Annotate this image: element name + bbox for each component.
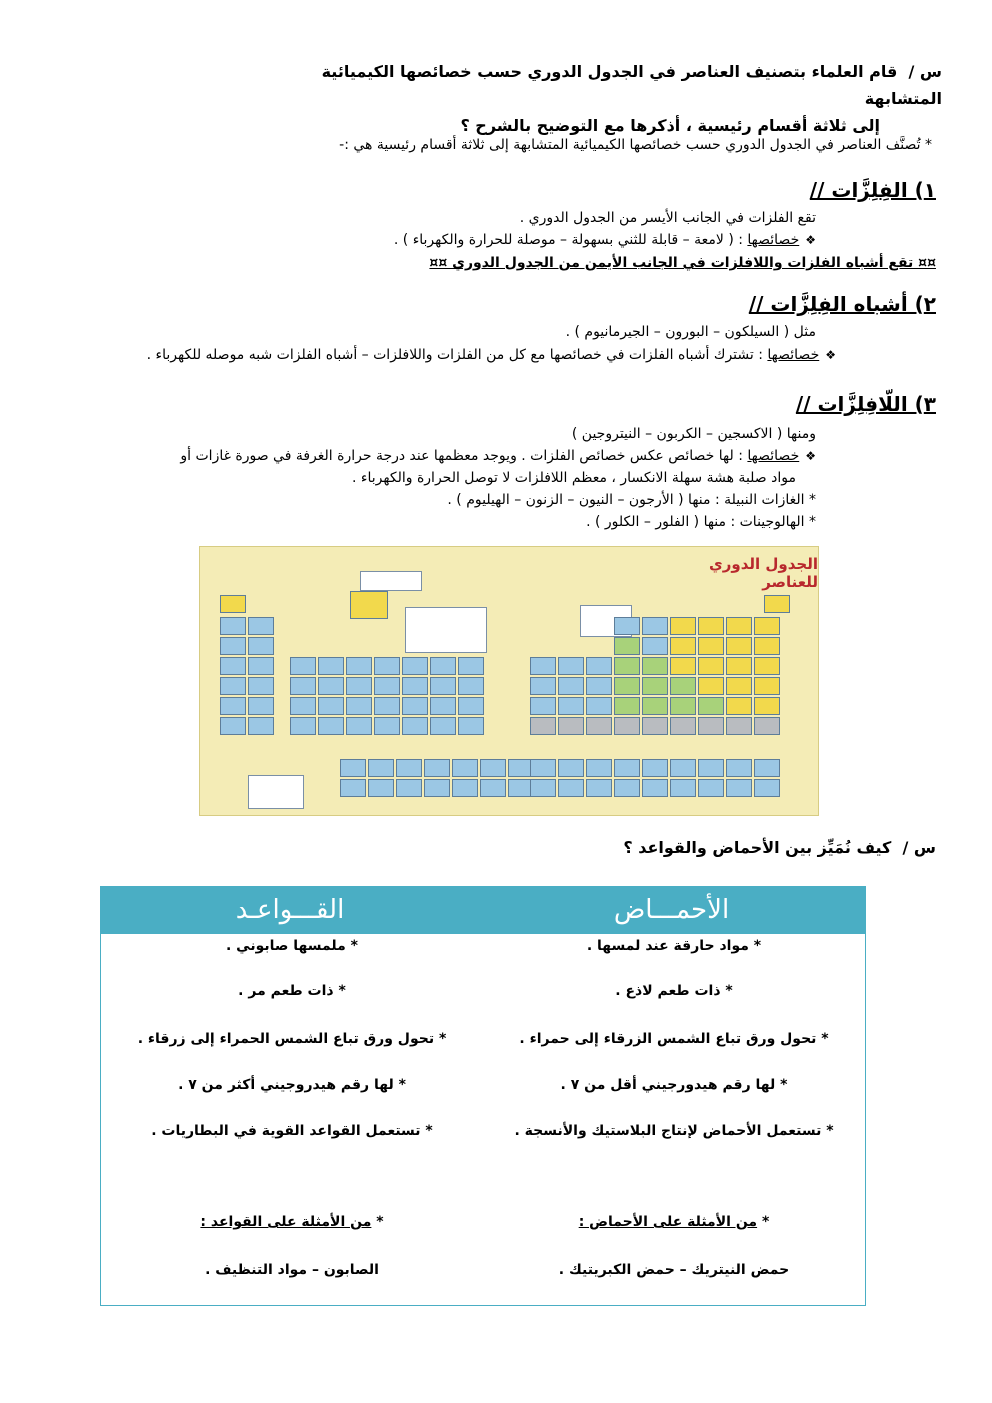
diamond-bullet-icon: ❖ [825,348,836,362]
element-cell [614,617,640,635]
element-cell [558,657,584,675]
element-cell [698,657,724,675]
diamond-bullet-icon: ❖ [805,449,816,463]
acid-property: * ذات طعم لاذع . [615,983,733,999]
noble-gases: * الغازات النبيلة : منها ( الأرجون – النيون – الزنون – الهيليوم ) . [447,492,816,508]
element-cell [458,697,484,715]
element-cell [530,759,556,777]
element-cell [726,697,752,715]
element-cell [726,759,752,777]
element-cell [396,759,422,777]
element-cell [458,677,484,695]
element-cell [346,717,372,735]
question-prefix: س / [908,62,942,81]
element-cell [614,697,640,715]
element-cell [424,779,450,797]
element-cell [642,657,668,675]
element-cell [458,657,484,675]
element-cell [726,637,752,655]
element-cell [698,697,724,715]
element-cell [340,779,366,797]
element-cell [670,697,696,715]
nonmetals-properties: ❖خصائصها : لها خصائص عكس خصائص الفلزات . ويوجد معظمها عند درجة حرارة الغرفة في صورة غازات أو [180,448,816,464]
element-cell [248,617,274,635]
element-cell [698,617,724,635]
periodic-table-image [199,546,819,816]
element-cell [698,637,724,655]
element-cell [396,779,422,797]
element-cell [670,759,696,777]
element-cell [754,717,780,735]
element-cell [558,677,584,695]
metals-text [116,207,816,251]
question-line-1: قام العلماء بتصنيف العناصر في الجدول الدوري حسب خصائصها الكيميائية المتشابهة [321,62,942,108]
element-cell [642,617,668,635]
element-cell [374,677,400,695]
element-cell [248,717,274,735]
element-cell [726,617,752,635]
element-cell [642,779,668,797]
base-property: * ذات طعم مر . [238,983,346,999]
element-cell [726,717,752,735]
element-cell [698,717,724,735]
element-cell [318,677,344,695]
element-cell [318,697,344,715]
element-cell [374,657,400,675]
element-cell [670,637,696,655]
element-cell [614,717,640,735]
acid-examples: حمض النيتريك – حمض الكبريتيك . [558,1262,790,1278]
element-cell [346,657,372,675]
element-cell [614,637,640,655]
element-cell [754,759,780,777]
question-2: س / كيف نُمَيِّز بين الأحماض والقواعد ؟ [623,838,936,857]
acid-property: * تستعمل الأحماض لإنتاج البلاستيك والأنسجة . [514,1123,834,1139]
nonmetals-properties-cont: مواد صلبة هشة سهلة الانكسار ، معظم اللافلزات لا توصل الحرارة والكهرباء . [352,470,796,486]
element-cell [642,717,668,735]
element-cell [558,697,584,715]
acids-header: الأحمـــاض [477,887,865,934]
element-cell [558,717,584,735]
element-cell [220,617,246,635]
element-cell [318,717,344,735]
element-cell [248,657,274,675]
hydrogen-cell [220,595,246,613]
element-cell [698,759,724,777]
legend-note [360,571,422,591]
element-cell [248,637,274,655]
element-cell [586,697,612,715]
element-cell [642,677,668,695]
element-cell [374,697,400,715]
element-cell [530,717,556,735]
element-cell [220,717,246,735]
metalloids-examples: مثل ( السيلكون – البورون – الجيرمانيوم ) . [565,324,816,340]
metals-location: تقع الفلزات في الجانب الأيسر من الجدول الدوري . [519,210,816,226]
question-2-text: كيف نُمَيِّز بين الأحماض والقواعد ؟ [623,838,892,857]
acid-property: * مواد حارقة عند لمسها . [586,938,762,954]
nonmetals-block [16,423,816,533]
element-cell [480,779,506,797]
element-cell [642,759,668,777]
info-note [405,607,487,653]
element-cell [530,697,556,715]
element-cell [754,657,780,675]
element-cell [586,657,612,675]
element-cell [402,697,428,715]
element-cell [586,677,612,695]
nonmetals-heading: ٣) اللّافِلِزَّات // [795,392,936,416]
element-cell [290,657,316,675]
element-cell [754,617,780,635]
element-cell [530,657,556,675]
element-cell [642,697,668,715]
element-cell [220,637,246,655]
element-cell [424,759,450,777]
metalloids-properties: ❖خصائصها : تشترك أشباه الفلزات في خصائصها مع كل من الفلزات واللافلزات – أشباه الفلزات شبه موصله للكهرباء . [146,347,836,363]
element-cell [670,677,696,695]
element-cell [340,759,366,777]
element-cell [586,779,612,797]
element-cell [726,677,752,695]
element-cell [614,759,640,777]
metals-heading: ١) الفِلِزَّات // [809,178,936,202]
element-cell [248,697,274,715]
element-cell [368,759,394,777]
metals-properties: ❖خصائصها : ( لامعة – قابلة للثني بسهولة – موصلة للحرارة والكهرباء ) . [393,232,816,248]
element-cell [754,779,780,797]
element-cell [220,677,246,695]
bases-header: القـــواعـد [101,887,479,934]
base-property: * ملمسها صابوني . [225,938,358,954]
acid-examples-label: * من الأمثلة على الأحماض : [578,1214,770,1230]
element-cell [290,717,316,735]
element-cell [430,657,456,675]
acid-property: * لها رقم هيدورجيني أقل من ٧ . [560,1077,788,1093]
info-note [248,775,304,809]
metalloids-heading: ٢) أشباه الفِلِزَّات // [748,292,936,316]
element-cell [290,677,316,695]
element-cell [402,657,428,675]
question-line-2: إلى ثلاثة أقسام رئيسية ، أذكرها مع التوضيح بالشرح ؟ [460,116,880,135]
element-cell [374,717,400,735]
element-cell [586,759,612,777]
element-cell [452,779,478,797]
element-cell [402,717,428,735]
acids-bases-table [100,886,866,1306]
element-cell [670,779,696,797]
element-cell [430,717,456,735]
element-cell [754,697,780,715]
element-cell [220,657,246,675]
element-cell [614,657,640,675]
element-cell [530,677,556,695]
element-cell [402,677,428,695]
halogens: * الهالوجينات : منها ( الفلور – الكلور ) . [586,514,816,530]
element-cell [430,677,456,695]
element-cell [368,779,394,797]
base-examples-label: * من الأمثلة على القواعد : [200,1214,384,1230]
base-property: * لها رقم هيدروجيني أكثر من ٧ . [178,1077,406,1093]
element-cell [318,657,344,675]
element-cell [452,759,478,777]
element-cell [480,759,506,777]
diamond-bullet-icon: ❖ [805,233,816,247]
element-cell [346,697,372,715]
nonmetals-examples: ومنها ( الاكسجين – الكربون – النيتروجين ) [571,426,816,442]
metals-note: ¤¤ تقع أشباه الفلزات واللافلزات في الجانب الأيمن من الجدول الدوري ¤¤ [429,255,936,271]
element-cell [698,779,724,797]
element-cell [642,637,668,655]
element-cell [220,697,246,715]
element-cell [754,677,780,695]
element-cell [670,717,696,735]
base-property: * تستعمل القواعد القوية في البطاريات . [151,1123,433,1139]
element-cell [430,697,456,715]
element-cell [754,637,780,655]
question-1 [242,58,942,139]
acid-property: * تحول ورق تباع الشمس الزرقاء إلى حمراء . [519,1031,829,1047]
element-cell [614,677,640,695]
hydrogen-sample-cell [350,591,388,619]
element-cell [458,717,484,735]
element-cell [670,657,696,675]
element-cell [558,779,584,797]
helium-cell [764,595,790,613]
element-cell [726,657,752,675]
element-cell [726,779,752,797]
element-cell [530,779,556,797]
element-cell [248,677,274,695]
base-examples: الصابون – مواد التنظيف . [205,1262,379,1278]
element-cell [670,617,696,635]
intro-text: * تُصنَّف العناصر في الجدول الدوري حسب خصائصها الكيميائية المتشابهة إلى ثلاثة أقسام رئيسية هي :- [339,137,932,153]
element-cell [698,677,724,695]
base-property: * تحول ورق تباع الشمس الحمراء إلى زرقاء . [137,1031,447,1047]
element-cell [346,677,372,695]
element-cell [558,759,584,777]
element-cell [614,779,640,797]
periodic-table-title: الجدول الدوري للعناصر [709,555,818,591]
element-cell [586,717,612,735]
element-cell [290,697,316,715]
